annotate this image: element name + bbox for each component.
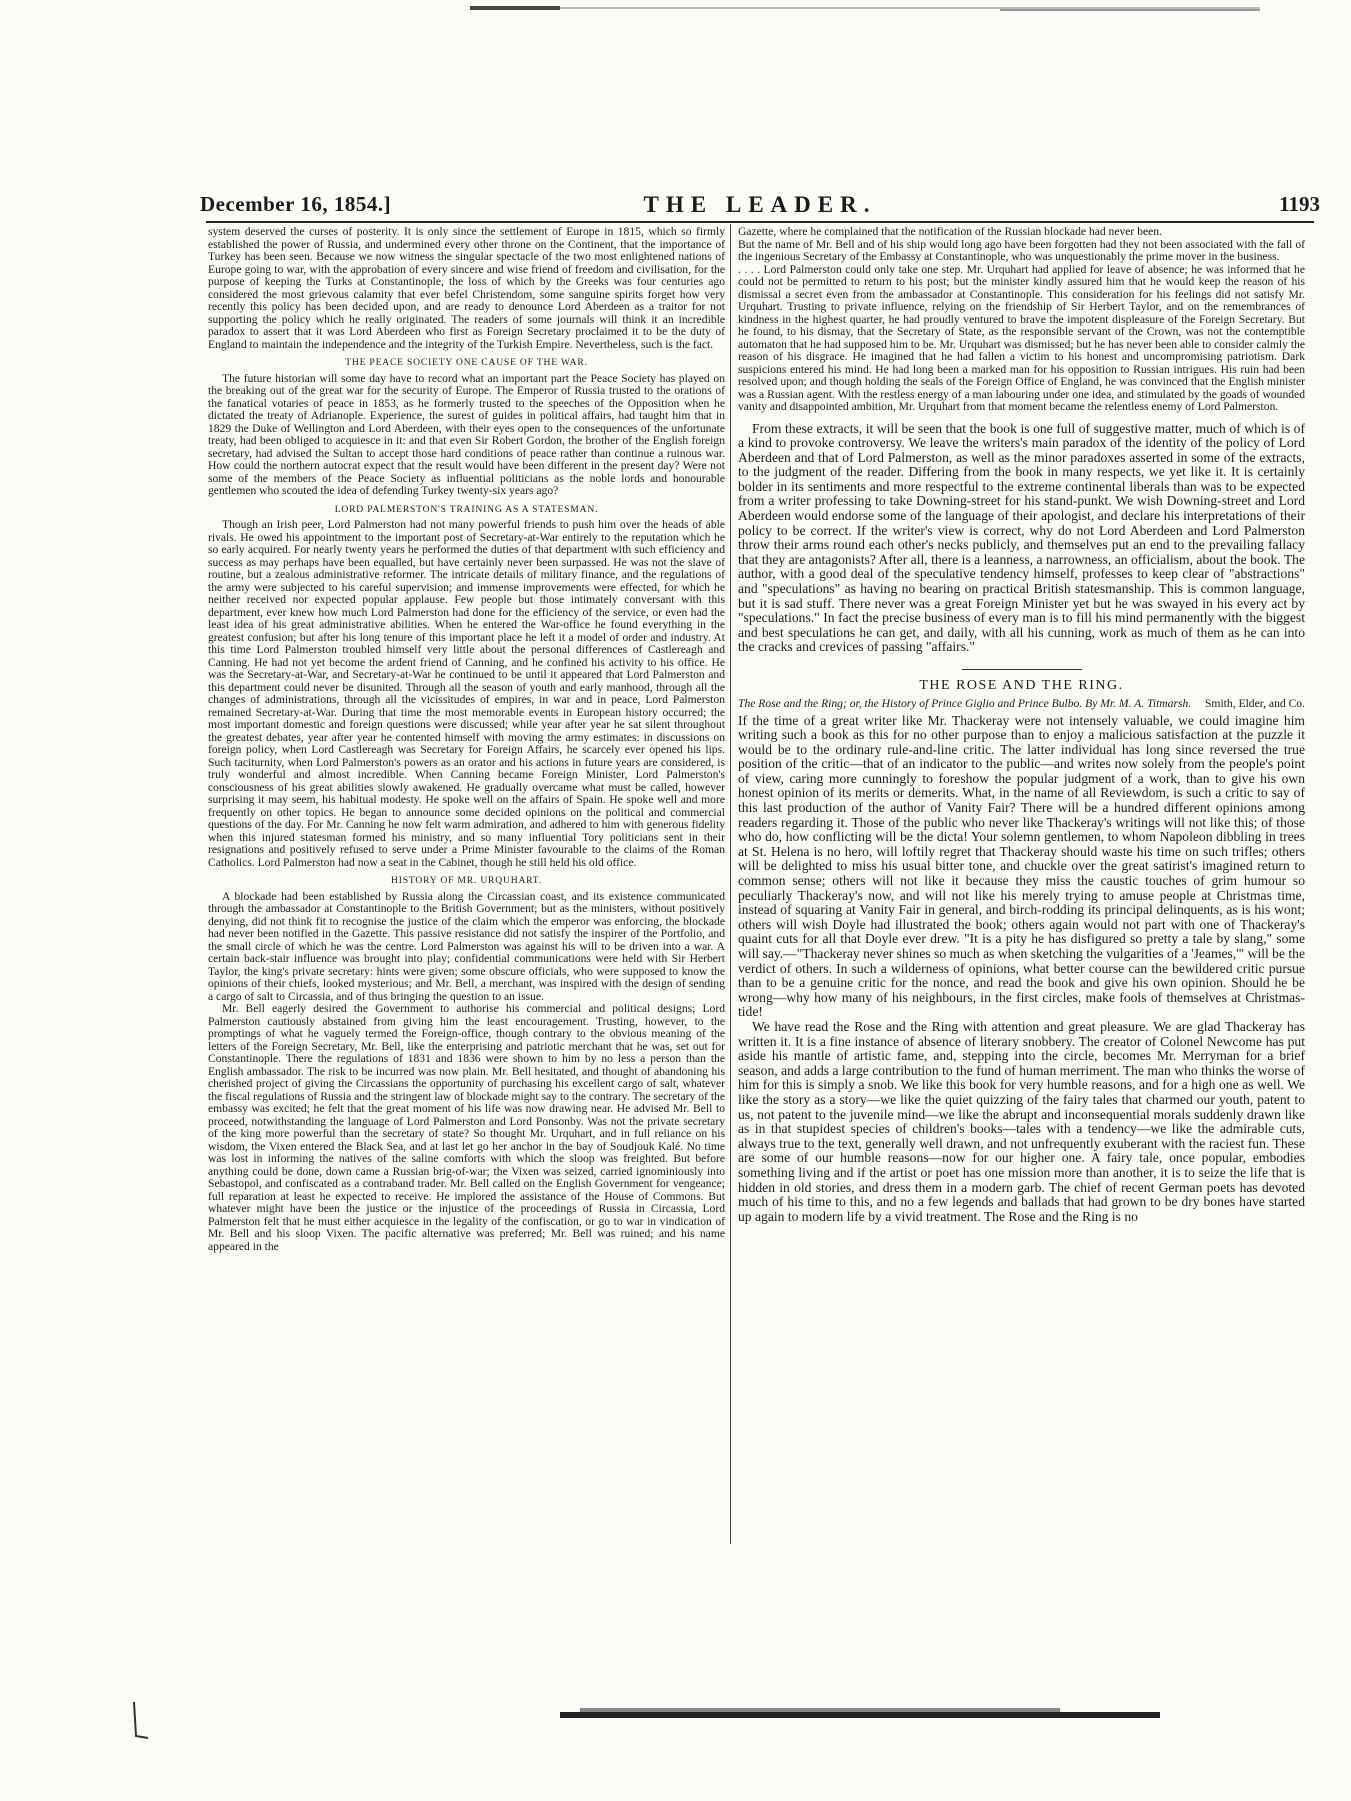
article-divider — [962, 669, 1082, 670]
newspaper-title: THE LEADER. — [643, 192, 877, 217]
scan-bottom-mark — [560, 1704, 1160, 1722]
scan-margin-mark — [130, 1700, 152, 1740]
paragraph: But the name of Mr. Bell and of his ship would long ago have been forgotten had they not been associated with the fall of the ingenious Secretary of the Embassy at Constantinople, who was unquestionably the prime mover in the business. — [738, 237, 1305, 263]
paragraph: . . . . Lord Palmerston could only take one step. Mr. Urquhart had applied for leave of absence; he was informed that he could not be permitted to return to his post; but the minister kindly assured him that he would keep the reason of his dismissal a secret even from the ambassador at Constantinople. This consideration for his feelings did not satisfy Mr. Urquhart. Trusting to private influence, relying on the friendship of Sir Herbert Taylor, and on the remembrances of kindness in the highest quarter, he had proudly ventured to brave the impotent displeasure of the Foreign Secretary. But he found, to his dismay, that the Secretary of State, as the responsible servant of the Crown, was not the contemptible automaton that he had supposed him to be. Mr. Urquhart was dismissed; but he has never been able to consider calmly the reason of his disgrace. He imagined that he had fallen a victim to his honest and uncompromising patriotism. Dark suspicions entered his mind. He had long been a marked man for his opposition to Russian intrigues. His ruin had been resolved upon; and though holding the seals of the Foreign Office of England, he was convinced that the English minister was a Russian agent. With the restless energy of a man labouring under one idea, and stimulated by the goads of wounded vanity and disappointed ambition, Mr. Urquhart from that moment became the relentless enemy of Lord Palmerston. — [738, 262, 1305, 413]
paragraph: system deserved the curses of posterity. It is only since the settlement of Europe in 1815, which so firmly established the power of Russia, and undermined every other throne on the Continent, that the importance of Turkey has been seen. Because we now witness the singular spectacle of the two most enlightened nations of Europe going to war, with the approbation of every sincere and wise friend of freedom and civilisation, for the purpose of keeping the Turks at Constantinople, the loss of which by the Greeks was four centuries ago considered the most grievous calamity that ever befel Christendom, some sanguine spirits forget how very recently this policy has been decided upon, and are ready to denounce Lord Aberdeen as a traitor for not supporting the policy which he really originated. The readers of some journals will think it an incredible paradox to assert that it was Lord Aberdeen who first as Foreign Secretary proclaimed it to be the duty of England to maintain the independence and the integrity of the Turkish Empire. Nevertheless, such is the fact. — [208, 226, 725, 351]
header-rule — [206, 221, 1314, 223]
paragraph: A blockade had been established by Russia along the Circassian coast, and its existence communicated through the ambassador at Constantinople to the British Government; but as the ministers, without positively denying, did not think fit to recognise the justice of the claim which the emperor was enforcing, the blockade had never been notified in the Gazette. This passive resistance did not satisfy the inspirer of the Portfolio, and the small circle of which he was the centre. Lord Palmerston was against his will to be driven into a war. A certain back-stair influence was brought into play; confidential communications were held with Sir Herbert Taylor, the king's private secretary: hints were given; some obscure officials, who were supposed to know the opinions of their chiefs, looked mysterious; and Mr. Bell, a merchant, was inspired with the design of sending a cargo of salt to Circassia, and of thus bringing the question to an issue. — [208, 889, 725, 1003]
column-divider — [730, 224, 731, 1544]
paragraph: The future historian will some day have to record what an important part the Peace Society has played on the breaking out of the great war for the security of Europe. The Emperor of Russia trusted to the orations of the fanatical votaries of peace in 1853, as he formerly trusted to the speeches of the Opposition when he dictated the treaty of Adrianople. Experience, the surest of guides in political affairs, had taught him that in 1829 the Duke of Wellington and Lord Aberdeen, with their eyes open to the consequences of the unfortunate treaty, had been obliged to acquiesce in it: and that even Sir Robert Gordon, the brother of the English foreign secretary, had advised the Sultan to accept those hard conditions of peace rather than continue a ruinous war. How could the northern autocrat expect that the result would have been different in the present day? Were not some of the members of the Peace Society as influential politicians as the noble lords and honourable gentlemen who scouted the idea of defending Turkey twenty-six years ago? — [208, 371, 725, 497]
page-number: 1193 — [1279, 192, 1320, 216]
masthead — [200, 190, 1320, 224]
paragraph: Though an Irish peer, Lord Palmerston had not many powerful friends to push him over the heads of able rivals. He owed his appointment to the important post of Secretary-at-War entirely to the reputation which he so early acquired. For nearly twenty years he performed the duties of that department with such efficiency and success as may perhaps have been equalled, but have certainly never been surpassed. He was not the slave of routine, but a zealous administrative reformer. The intricate details of military finance, and the regulations of the army were subjected to his careful supervision; and immense improvements were effected, for which he neither received nor expected popular applause. Few people but those intimately conversant with this department, ever knew how much Lord Palmerston had done for the efficiency of the service, or even had the least idea of his great administrative abilities. When he entered the War-office he found everything in the greatest confusion; but after his long tenure of this important place he left it a model of order and industry. At this time Lord Palmerston troubled himself very little about the personal differences of Castlereagh and Canning. He had not yet become the ardent friend of Canning, and he confined his activity to his office. He was the Secretary-at-War, and Secretary-at-War he continued to be until it appeared that Lord Palmerston and this department could never be disunited. Through all the season of youth and early manhood, through all the changes of administrations, through all the vicissitudes of empires, in war and in peace, Lord Palmerston remained Secretary-at-War. During that time the most memorable events in European history occurred; the most important domestic and foreign questions were discussed; while year after year he sat silent throughout the greatest debates, year after year he contented himself with moving the army estimates: in discussions on foreign policy, when Lord Castlereagh was Secretary for Foreign Affairs, he scarcely ever opened his lips. Such taciturnity, when Lord Palmerston's powers as an orator and his actions in future years are considered, is truly wonderful and almost incredible. When Canning became Foreign Minister, Lord Palmerston's consciousness of his great abilities slowly awakened. He gradually overcame what must be called, however surprising it may seem, his habitual modesty. He spoke well on the affairs of Spain. He spoke well and more frequently on other topics. He began to announce some decided opinions on the political and commercial questions of the day. For Mr. Canning he now felt warm admiration, and adhered to him with generous fidelity when this injured statesman formed his ministry, and so many influential Tory politicians sent in their resignations and positively refused to serve under a Prime Minister favourable to the claims of the Roman Catholics. Lord Palmerston had now a seat in the Cabinet, though he still held his old office. — [208, 518, 725, 869]
paragraph: If the time of a great writer like Mr. Thackeray were not intensely valuable, we could imagine him writing such a book as this for no other purpose than to enjoy a malicious satisfaction at the puzzle it would be to the ordinary rule-and-line critic. The latter individual has long since reversed the true position of the critic—that of an indicator to the public—and writes now solely from the people's point of view, caring more cunningly to foreshow the popular judgment of a work, than to give his own honest opinion of its merits or demerits. What, in the name of all Reviewdom, is such a critic to say of this last production of the author of Vanity Fair? There will be a hundred different opinions among readers regarding it. Those of the public who never like Thackeray's writings will not like this; of those who do, how conflicting will be the dicta! Your solemn gentlemen, to whom Napoleon dibbling in trees at St. Helena is no hero, will loftily regret that Thackeray should waste his time on such trifles; others will be delighted to miss his usual bitter tone, and chuckle over the great satirist's imagined return to common sense; others will not like it because they miss the caustic touches of grim humour so peculiarly Thackeray's now, and will not like his merely trying to amuse people at Christmas time, instead of squaring at Vanity Fair in general, and birch-rodding its principal delinquents, as is his wont; others will wish Doyle had illustrated the book; others again would not part with one of Thackeray's quaint cuts for all that Doyle ever drew. "It is a pity he has disfigured so pretty a tale by slang," some will say.—"Thackeray never shines so much as when sketching the vulgarities of a 'Jeames,'" will be the verdict of others. In such a wilderness of opinions, what better course can the bewildered critic pursue than to be a genuine critic for the nonce, and read the book and give his own opinion. Should he be wrong—why how many of his neighbours, in the first circles, make fools of themselves at Christmas-tide! — [738, 712, 1305, 1020]
publisher: Smith, Elder, and Co. — [1204, 696, 1305, 710]
paragraph: From these extracts, it will be seen that the book is one full of suggestive matter, much of which is of a kind to provoke controversy. We leave the writers's main paradox of the identity of the policy of Lord Aberdeen and that of Lord Palmerston, as well as the minor paradoxes asserted in some of the extracts, to the judgment of the reader. Differing from the book in many respects, we yet like it. It is certainly bolder in its sentiments and more respectful to the extreme continental liberals than was to be expected from a writer professing to take Downing-street for his stand-punkt. We wish Downing-street and Lord Aberdeen would endorse some of the language of their apologist, and declare his interpretations of their policy to be correct. If the writer's view is correct, why do not Lord Aberdeen and Lord Palmerston throw their arms round each other's necks publicly, and themselves put an end to the prevailing fallacy that they are antagonists? After all, there is a leanness, a narrowness, an officialism, about the book. The author, with a good deal of the speculative tendency himself, professes to keep clear of "abstractions" and "speculations" as having no bearing on practical British statesmanship. This is common language, but it is sad stuff. There never was a great Foreign Minister yet but he was swayed in his every act by "speculations." In fact the precise business of every man is to fill his mind permanently with the biggest and best speculations he can get, and daily, with all his cunning, work as much of them as he can into the cracks and crevices of passing "affairs." — [738, 420, 1305, 655]
paragraph: Gazette, where he complained that the notification of the Russian blockade had never been. — [738, 226, 1162, 238]
right-column — [738, 226, 1305, 1561]
book-byline — [738, 697, 1305, 710]
issue-date: December 16, 1854.] — [200, 192, 392, 216]
book-title: The Rose and the Ring; or, the History of Prince Giglio and Prince Bulbo. By Mr. M. A. Titmarsh. — [738, 696, 1192, 710]
scan-edge-marks — [0, 0, 1351, 24]
left-column — [208, 226, 725, 1536]
article-title: THE ROSE AND THE RING. — [919, 678, 1124, 693]
section-heading: HISTORY OF MR. URQUHART. — [391, 875, 542, 886]
paragraph: We have read the Rose and the Ring with attention and great pleasure. We are glad Thackeray has written it. It is a fine instance of absence of literary snobbery. The creator of Colonel Newcome has put aside his mantle of artistic fame, and, stepping into the circle, becomes Mr. Merryman for a brief season, and adds a large contribution to the fund of human merriment. The man who thinks the worse of him for this is simply a snob. We like this book for very humble reasons, and for a high one as well. We like the story as a story—we like the quiet quizzing of the fairy tales that charmed our youth, patent to us, not patent to the juvenile mind—we like the abrupt and inconsequential morals suddenly drawn like as in that stupidest species of children's books—tales with a tendency—we like the admirable cuts, always true to the text, generally well drawn, and not unfrequently exuberant with the raciest fun. These are some of our humble reasons—now for our higher one. A fairy tale, once popular, embodies something living and if the artist or poet has one mission more than another, it is to seize the life that is hidden in old stories, and dress them in a modern garb. The chief of recent German poets has devoted much of his time to this, and no a few legends and ballads that had grown to be dry bones have started up again to modern life by a vivid treatment. The Rose and the Ring is no — [738, 1018, 1305, 1224]
paragraph: Mr. Bell eagerly desired the Government to authorise his commercial and political designs; Lord Palmerston cautiously abstained from giving him the least encouragement. Trusting, however, to the promptings of what he vaguely termed the Foreign-office, though contrary to the obvious meaning of the letters of the Foreign Secretary, Mr. Bell, like the enterprising and patriotic merchant that he was, set out for Constantinople. There the regulations of 1831 and 1836 were shown to him by no less a person than the English ambassador. The risk to be incurred was now plain. Mr. Bell hesitated, and thought of abandoning his cherished project of giving the Circassians the opportunity of purchasing his excellent cargo of salt, whatever the fiscal regulations of Russia and the stringent law of blockade might say to the contrary. The secretary of the embassy was excited; he felt that the great moment of his life was now drawing near. He advised Mr. Bell to proceed, notwithstanding the language of Lord Palmerston and Lord Ponsonby. Was not the private secretary of the king more powerful than the secretary of state? So thought Mr. Urquhart, and in full reliance on his wisdom, the Vixen entered the Black Sea, and at last let go her anchor in the bay of Soudjouk Kalé. No time was lost in informing the natives of the saline comforts with which the sloop was freighted. But before anything could be done, down came a Russian brig-of-war; the Vixen was seized, carried ignominiously into Sebastopol, and confiscated as a contraband trader. Mr. Bell called on the English Government for vengeance; full reparation at least he expected to receive. He implored the assistance of the House of Commons. But whatever might have been the justice or the injustice of the proceedings of Russia in Circassia, Lord Palmerston felt that he must either acquiesce in the legality of the confiscation, or go to war in vindication of Mr. Bell and his sloop Vixen. The pacific alternative was preferred; Mr. Bell was ruined; and his name appeared in the — [208, 1002, 725, 1253]
section-heading: THE PEACE SOCIETY ONE CAUSE OF THE WAR. — [345, 357, 588, 368]
section-heading: LORD PALMERSTON'S TRAINING AS A STATESMAN. — [334, 503, 599, 515]
